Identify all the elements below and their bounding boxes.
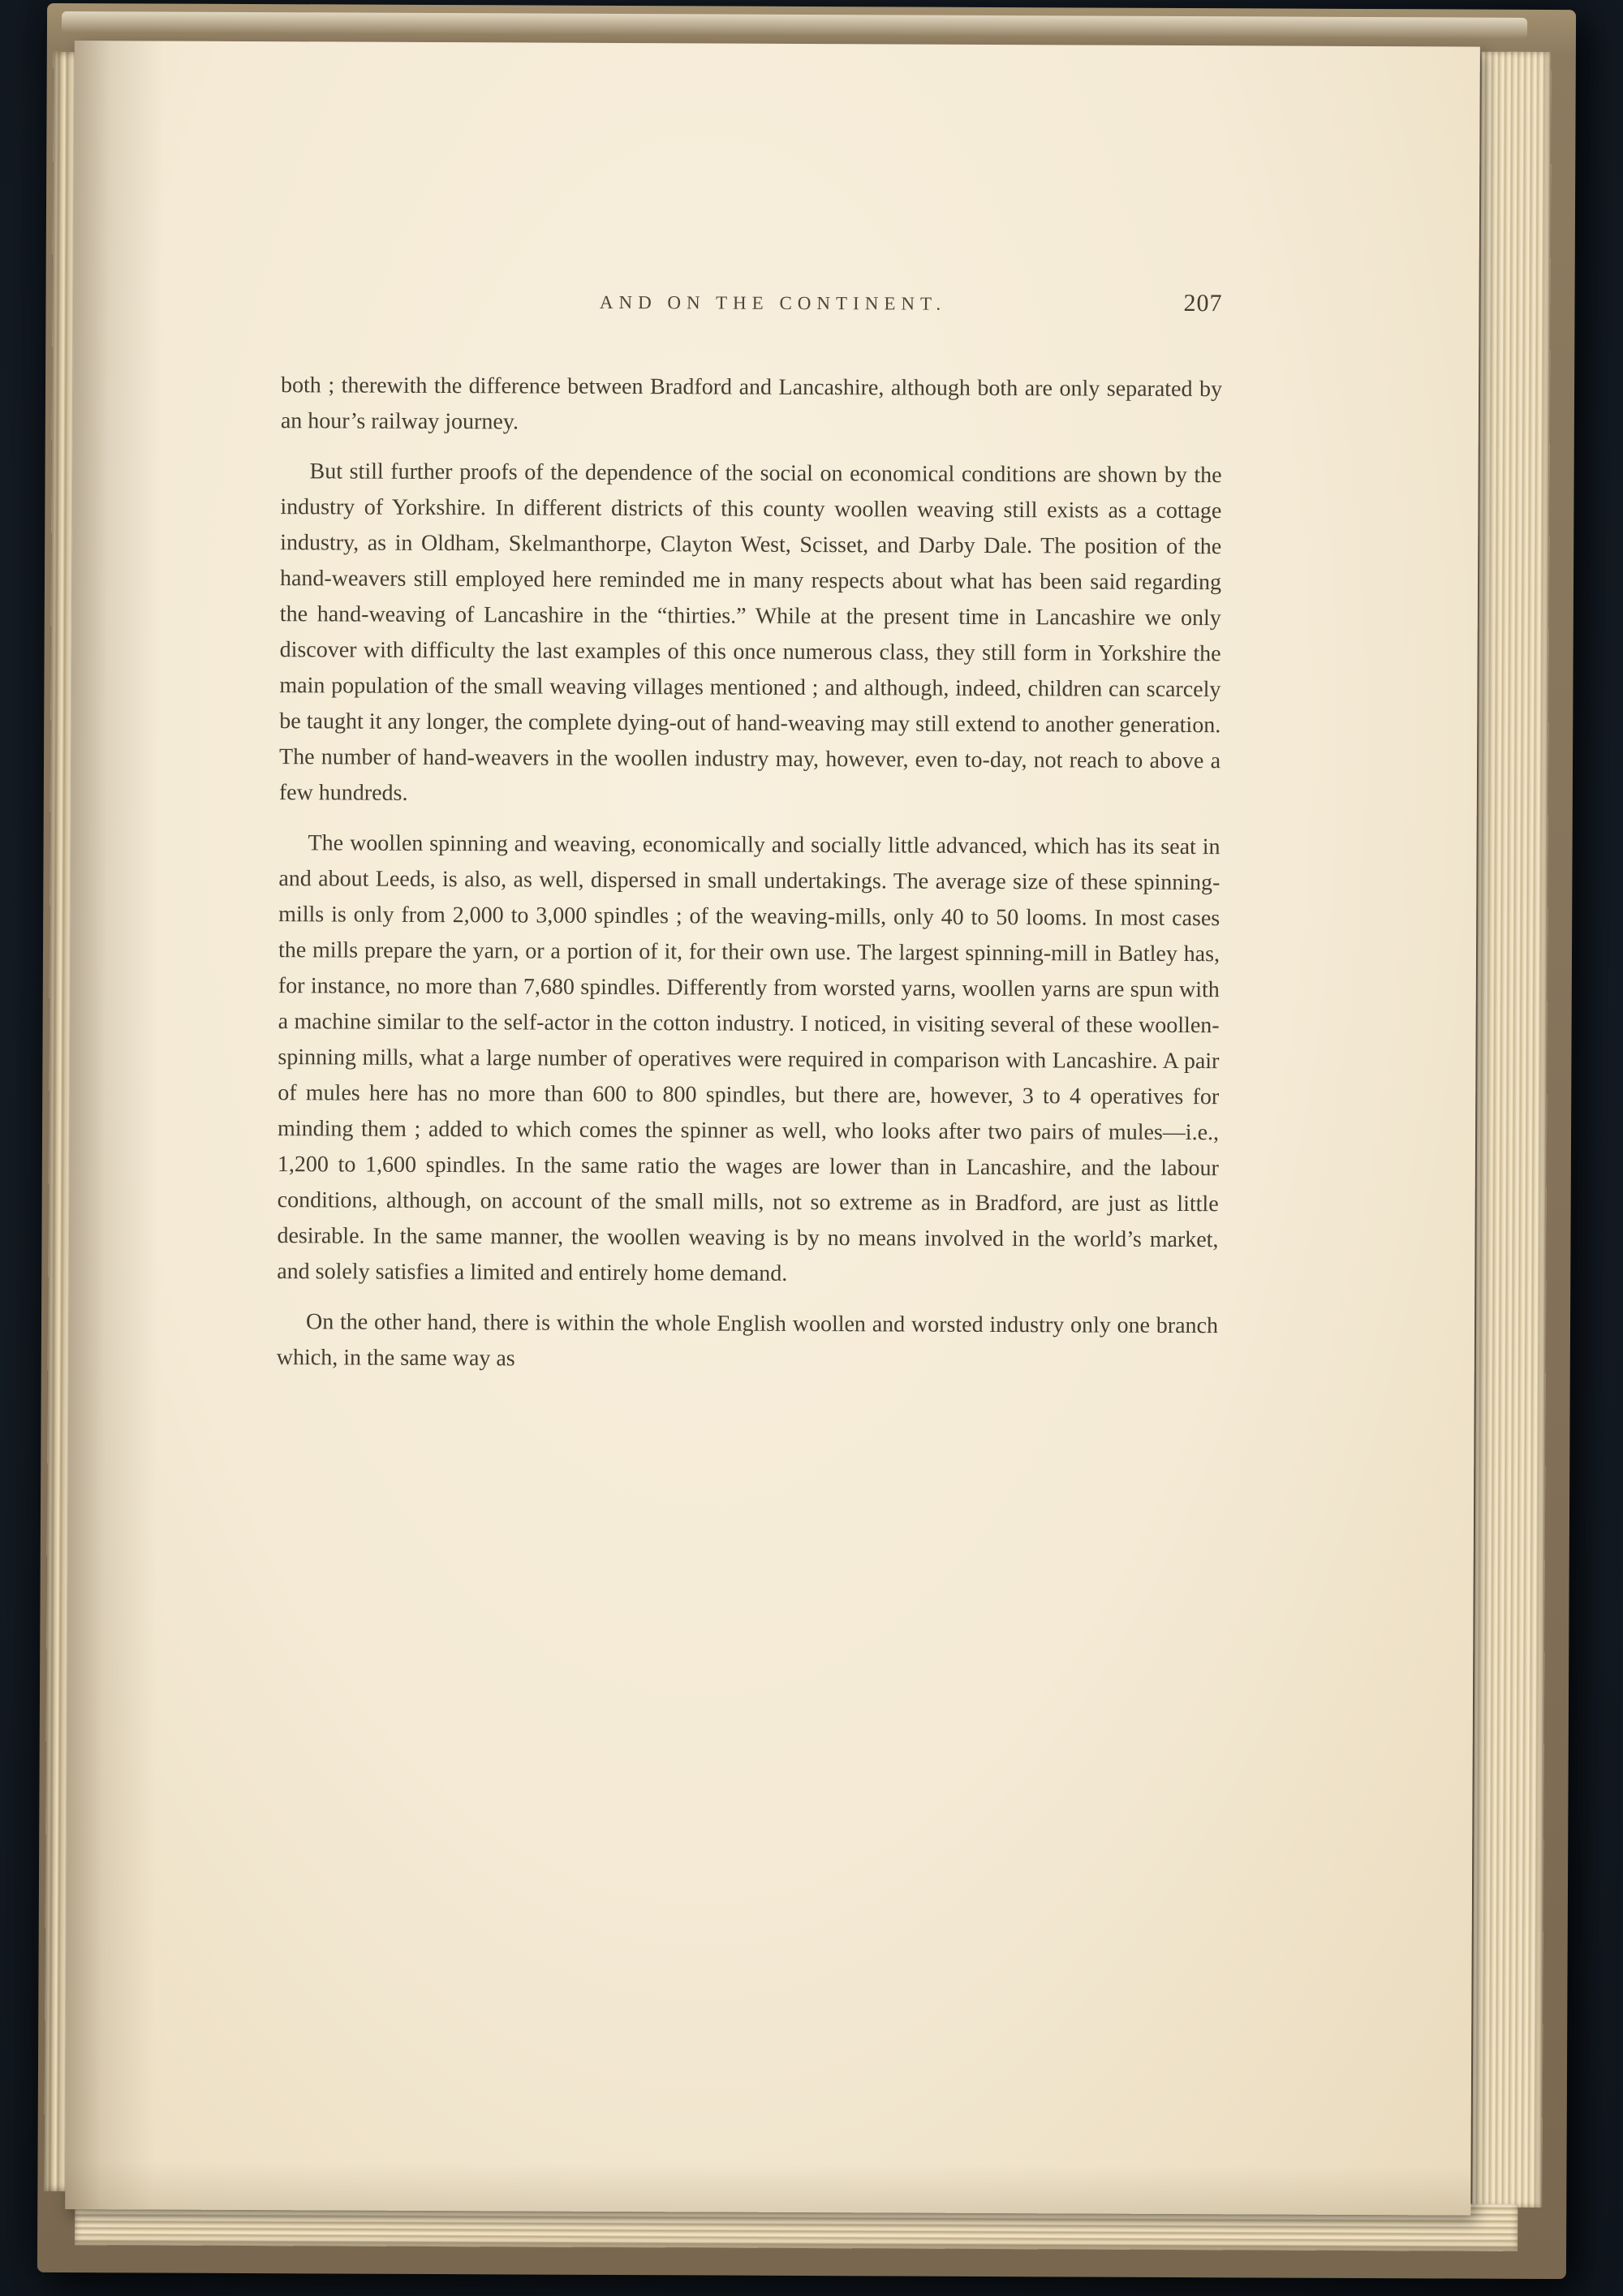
- page-header: [281, 282, 1222, 323]
- cover-top-highlight: [62, 11, 1527, 39]
- gutter-shadow: [65, 41, 164, 2209]
- page-stack-right-edges: [1472, 52, 1552, 2208]
- book-cover: [37, 3, 1576, 2279]
- book-page: [65, 41, 1480, 2216]
- paragraph: But still further proofs of the dependence of the social on economical conditions are shown by the industry of Yorkshire. In different districts of this county woollen weaving still exists as a cottage industry, as in Oldham, Skelmanthorpe, Clayton West, Scisset, and Darby Dale. The position of the hand-weavers still employed here reminded me in many respects about what has been said regarding the hand-weaving of Lancashire in the “thirties.” While at the present time in Lancashire we only discover with difficulty the last examples of this once numerous class, they still form in Yorkshire the main population of the small weaving villages mentioned ; and although, indeed, children can scarcely be taught it any longer, the complete dying-out of hand-weaving may still extend to another generation. The number of hand-weavers in the woollen industry may, however, even to-day, not reach to above a few hundreds.: [278, 459, 1222, 806]
- page-content: [277, 282, 1223, 1394]
- running-header: AND ON THE CONTINENT.: [599, 291, 947, 314]
- paragraph: both ; therewith the difference between Bradford and Lancashire, although both are only separated by an hour’s railway journey.: [280, 373, 1223, 435]
- paragraph: On the other hand, there is within the whole English woollen and worsted industry only one branch which, in the same way as: [276, 1309, 1219, 1372]
- paragraph: The woollen spinning and weaving, economically and socially little advanced, which has its seat in and about Leeds, is also, as well, dispersed in small undertakings. The average size of these spinning-mills is only from 2,000 to 3,000 spindles ; of the weaving-mills, only 40 to 50 looms. In most cases the mills prepare the yarn, or a portion of it, for their own use. The largest spinning-mill in Batley has, for instance, no more than 7,680 spindles. Differently from worsted yarns, woollen yarns are spun with a machine similar to the self-actor in the cotton industry. I noticed, in visiting several of these woollen-spinning mills, what a large number of operatives were required in comparison with Lancashire. A pair of mules here has no more than 600 to 800 spindles, but there are, however, 3 to 4 operatives for minding them ; added to which comes the spinner as well, who looks after two pairs of mules—i.e., 1,200 to 1,600 spindles. In the same ratio the wages are lower than in Lancashire, and the labour conditions, although, on account of the small mills, not so extreme as in Bradford, are just as little desirable. In the same manner, the woollen weaving is by no means involved in the world’s market, and solely satisfies a limited and entirely home demand.: [277, 830, 1220, 1286]
- page-number: 207: [1183, 290, 1223, 317]
- page-bottom-shade: [65, 2160, 1470, 2216]
